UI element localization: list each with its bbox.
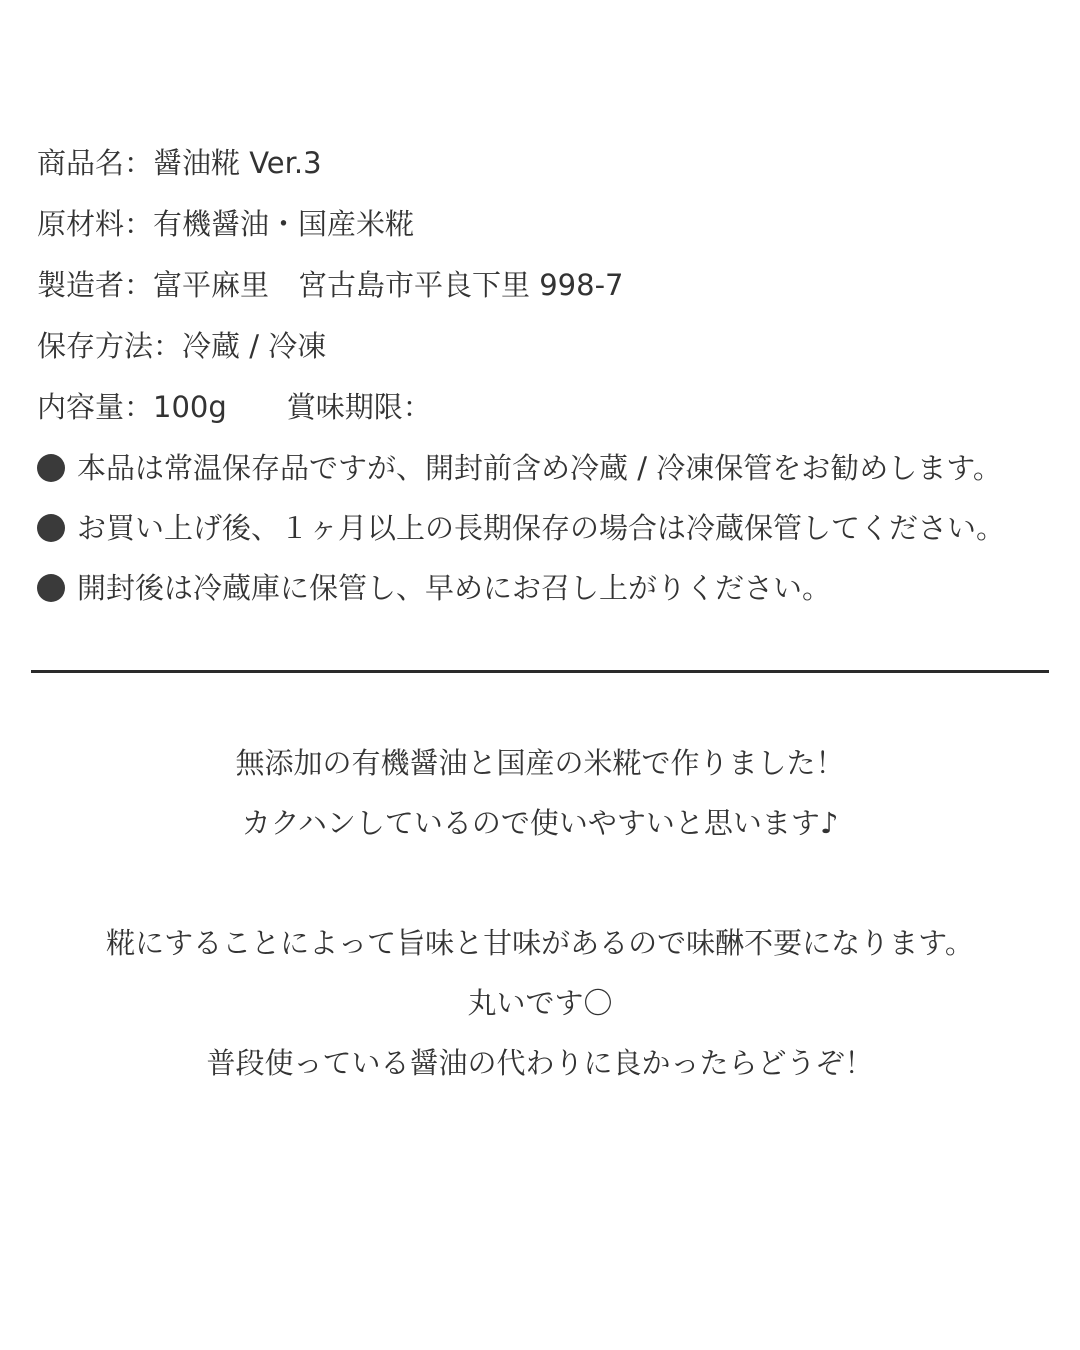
note-item xyxy=(37,438,1057,498)
bullet-dot-icon xyxy=(37,514,65,542)
note-item xyxy=(37,558,1057,618)
note-item xyxy=(37,498,1057,558)
producer-message xyxy=(0,733,1080,1093)
bullet-dot-icon xyxy=(37,574,65,602)
message-spacer xyxy=(0,853,1080,913)
spec-product-name: 商品名：醤油糀 Ver.3 xyxy=(37,146,322,180)
message-line: 丸いです〇 xyxy=(467,986,613,1020)
bullet-dot-icon xyxy=(37,454,65,482)
message-line: 糀にすることによって旨味と甘味があるので味醂不要になります。 xyxy=(106,926,974,960)
product-spec-list xyxy=(37,133,1057,618)
spec-storage: 保存方法：冷蔵 / 冷凍 xyxy=(37,329,327,363)
message-line: 普段使っている醤油の代わりに良かったらどうぞ！ xyxy=(206,1046,874,1080)
note-text: お買い上げ後、１ヶ月以上の長期保存の場合は冷蔵保管してください。 xyxy=(77,511,1006,545)
message-line: カクハンしているので使いやすいと思います♪ xyxy=(241,806,839,840)
spec-volume: 内容量：100g xyxy=(37,390,227,424)
spec-ingredients: 原材料：有機醤油・国産米糀 xyxy=(37,207,415,241)
message-line: 無添加の有機醤油と国産の米糀で作りました！ xyxy=(235,746,845,780)
spec-best-before: 賞味期限： xyxy=(286,390,432,424)
section-divider xyxy=(31,670,1049,673)
spec-volume-row xyxy=(37,377,1057,438)
spec-maker: 製造者：富平麻里 宮古島市平良下里 998-7 xyxy=(37,268,624,302)
note-text: 本品は常温保存品ですが、開封前含め冷蔵 / 冷凍保管をお勧めします。 xyxy=(77,451,1002,485)
note-text: 開封後は冷蔵庫に保管し、早めにお召し上がりください。 xyxy=(77,571,832,605)
